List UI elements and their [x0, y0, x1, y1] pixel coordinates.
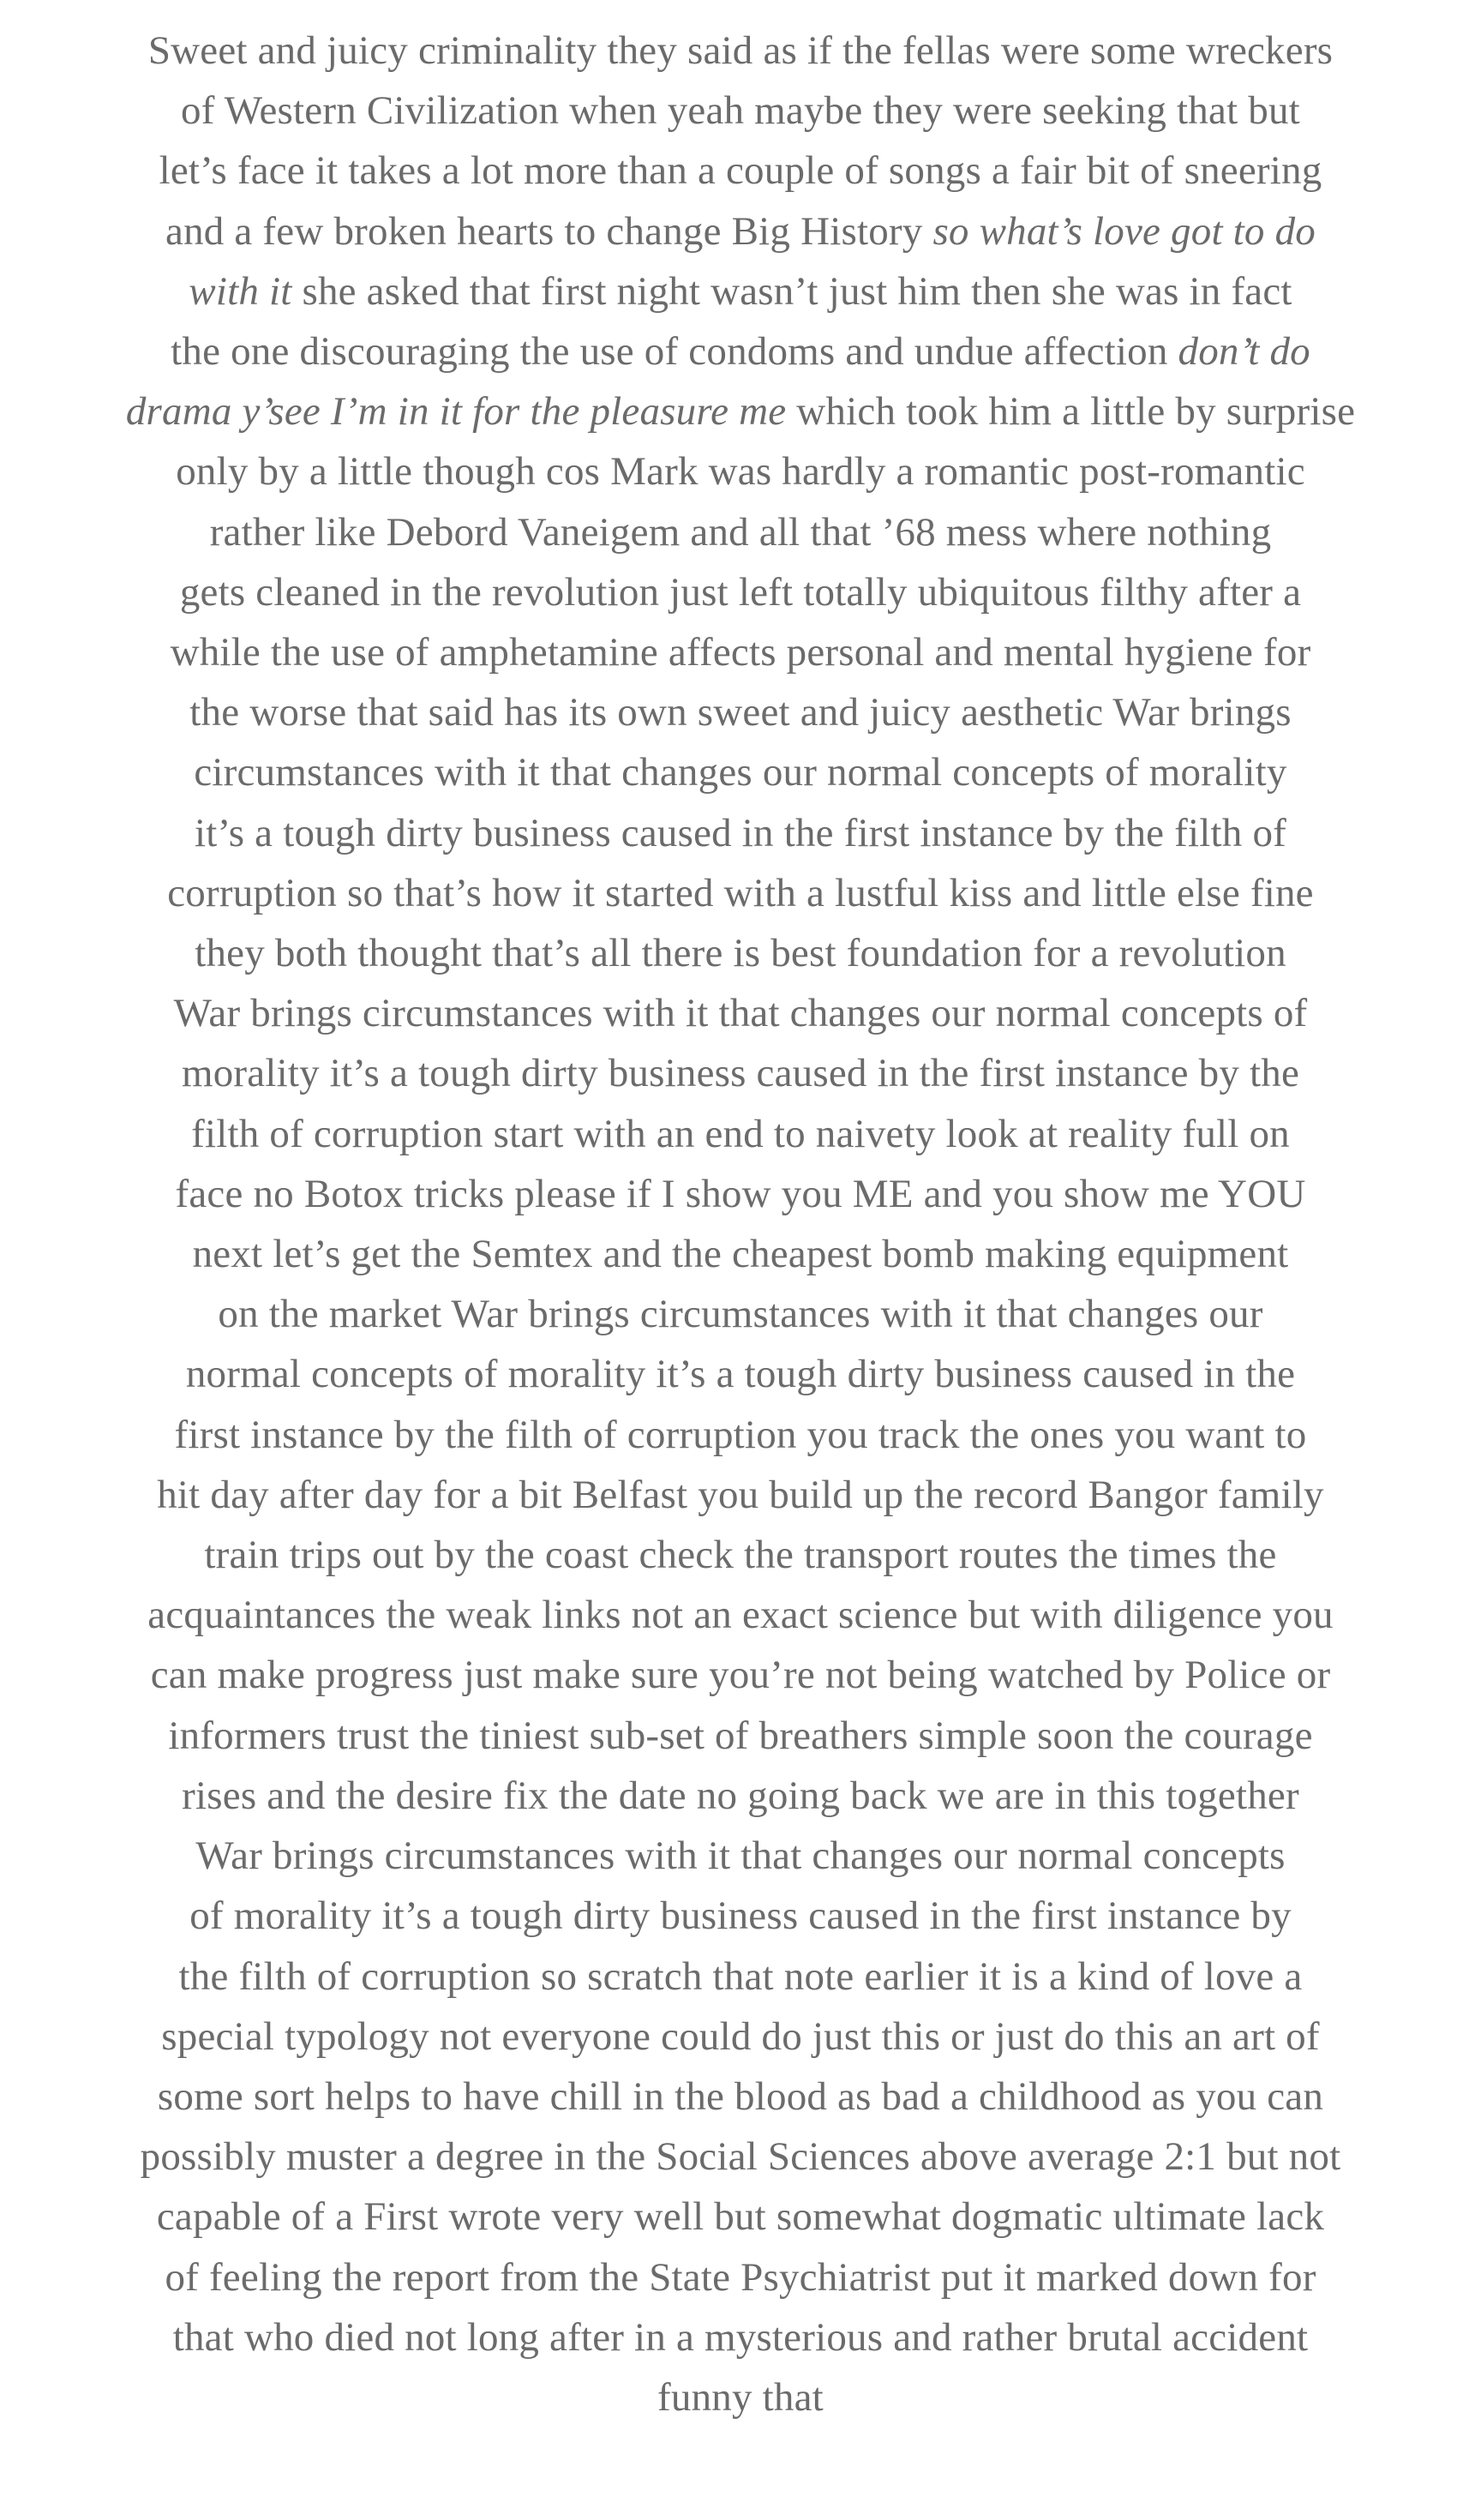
poem-line — [106, 1525, 1375, 1585]
poem-line — [106, 742, 1375, 802]
poem-line — [106, 1405, 1375, 1465]
poem-line — [106, 1164, 1375, 1224]
italic-phrase: so what’s love got to do — [932, 208, 1316, 254]
poem-line — [106, 261, 1375, 321]
text-segment: Sweet and juicy criminality they said as if the fellas were some wreckers — [147, 28, 1334, 73]
text-segment: normal concepts of morality it’s a tough dirty business caused in the — [185, 1352, 1296, 1397]
poem-line — [106, 1104, 1375, 1164]
text-segment: it’s a tough dirty business caused in the first instance by the filth of — [194, 810, 1287, 855]
poem-line — [106, 502, 1375, 562]
text-segment: some sort helps to have chill in the blood as bad a childhood as you can — [157, 2073, 1324, 2119]
text-segment: can make progress just make sure you’re not being watched by Police or — [150, 1653, 1331, 1698]
poem-line — [106, 1826, 1375, 1886]
italic-phrase: with it — [189, 268, 292, 314]
poem-line — [106, 2127, 1375, 2187]
poem-line — [106, 562, 1375, 622]
text-segment: let’s face it takes a lot more than a couple of songs a fair bit of sneering — [159, 148, 1322, 194]
poem-line — [106, 441, 1375, 501]
poem-line — [106, 923, 1375, 983]
poem-line — [106, 1886, 1375, 1946]
text-segment: of Western Civilization when yeah maybe they were seeking that but — [181, 88, 1300, 134]
poem-line — [106, 2307, 1375, 2367]
poem-line — [106, 321, 1375, 381]
text-segment: next let’s get the Semtex and the cheapest bomb making equipment — [192, 1232, 1289, 1277]
poem-line — [106, 1043, 1375, 1103]
text-segment: corruption so that’s how it started with a lustful kiss and little else fine — [167, 870, 1314, 915]
poem-line — [106, 1645, 1375, 1705]
text-segment: funny that — [657, 2374, 824, 2420]
poem-line — [106, 201, 1375, 261]
poem-line — [106, 1706, 1375, 1766]
poem-line — [106, 1947, 1375, 2007]
poem-line — [106, 2067, 1375, 2127]
poem-line — [106, 2247, 1375, 2307]
poem-line — [106, 622, 1375, 682]
text-segment: circumstances with it that changes our normal concepts of morality — [194, 750, 1287, 795]
text-segment: War brings circumstances with it that changes our normal concepts of — [173, 991, 1308, 1036]
text-segment: special typology not everyone could do just this or just do this an art of — [161, 2013, 1320, 2059]
text-segment: morality it’s a tough dirty business caused in the first instance by the — [181, 1051, 1300, 1096]
text-segment: gets cleaned in the revolution just left totally ubiquitous filthy after a — [179, 569, 1302, 615]
poem-line — [106, 381, 1375, 441]
poem-line — [106, 1224, 1375, 1284]
poem-line — [106, 2007, 1375, 2067]
poem-line — [106, 983, 1375, 1043]
text-segment: filth of corruption start with an end to naivety look at reality full on — [191, 1111, 1290, 1156]
text-segment: rather like Debord Vaneigem and all that ’68 mess where nothing — [209, 509, 1272, 555]
text-segment: face no Botox tricks please if I show you ME and you show me YOU — [175, 1171, 1306, 1216]
text-segment: War brings circumstances with it that changes our normal concepts — [195, 1833, 1286, 1879]
text-segment: of feeling the report from the State Psychiatrist put it marked down for — [165, 2254, 1316, 2300]
text-segment: informers trust the tiniest sub-set of breathers simple soon the courage — [168, 1713, 1313, 1758]
text-segment: on the market War brings circumstances with it that changes our — [218, 1292, 1263, 1337]
poem-line — [106, 81, 1375, 141]
text-segment: the filth of corruption so scratch that note earlier it is a kind of love a — [178, 1953, 1303, 1999]
poem-line — [106, 1766, 1375, 1826]
poem-line — [106, 2367, 1375, 2427]
poem-line — [106, 863, 1375, 923]
poem-line — [106, 803, 1375, 863]
italic-phrase: don’t do — [1178, 329, 1310, 375]
text-segment: which took him a little by surprise — [786, 389, 1356, 435]
text-segment: and a few broken hearts to change Big History — [165, 208, 933, 254]
text-segment: acquaintances the weak links not an exact science but with diligence you — [147, 1593, 1334, 1638]
italic-phrase: drama y’see I’m in it for the pleasure me — [125, 389, 787, 435]
poem-line — [106, 1344, 1375, 1404]
text-segment: the worse that said has its own sweet and juicy aesthetic War brings — [189, 690, 1292, 735]
text-segment: rises and the desire fix the date no going back we are in this together — [182, 1773, 1299, 1818]
text-segment: the one discouraging the use of condoms and undue affection — [171, 329, 1178, 375]
poem-line — [106, 1465, 1375, 1525]
text-segment: they both thought that’s all there is best foundation for a revolution — [195, 931, 1286, 976]
poem-line — [106, 682, 1375, 742]
poem-body — [106, 21, 1375, 2427]
text-segment: of morality it’s a tough dirty business caused in the first instance by — [189, 1893, 1292, 1939]
text-segment: she asked that first night wasn’t just him then she was in fact — [291, 268, 1292, 314]
text-segment: only by a little though cos Mark was hardly a romantic post-romantic — [176, 449, 1305, 495]
text-segment: while the use of amphetamine affects personal and mental hygiene for — [170, 630, 1311, 675]
text-segment: first instance by the filth of corruption you track the ones you want to — [174, 1412, 1307, 1457]
poem-line — [106, 141, 1375, 201]
text-segment: capable of a First wrote very well but somewhat dogmatic ultimate lack — [156, 2194, 1325, 2240]
text-segment: train trips out by the coast check the transport routes the times the — [204, 1533, 1277, 1578]
text-segment: hit day after day for a bit Belfast you build up the record Bangor family — [157, 1472, 1324, 1517]
poem-line — [106, 2187, 1375, 2247]
text-segment: possibly muster a degree in the Social Sciences above average 2:1 but not — [140, 2134, 1341, 2180]
poem-line — [106, 21, 1375, 81]
poem-line — [106, 1585, 1375, 1645]
text-segment: that who died not long after in a mysterious and rather brutal accident — [172, 2314, 1309, 2360]
poem-line — [106, 1284, 1375, 1344]
